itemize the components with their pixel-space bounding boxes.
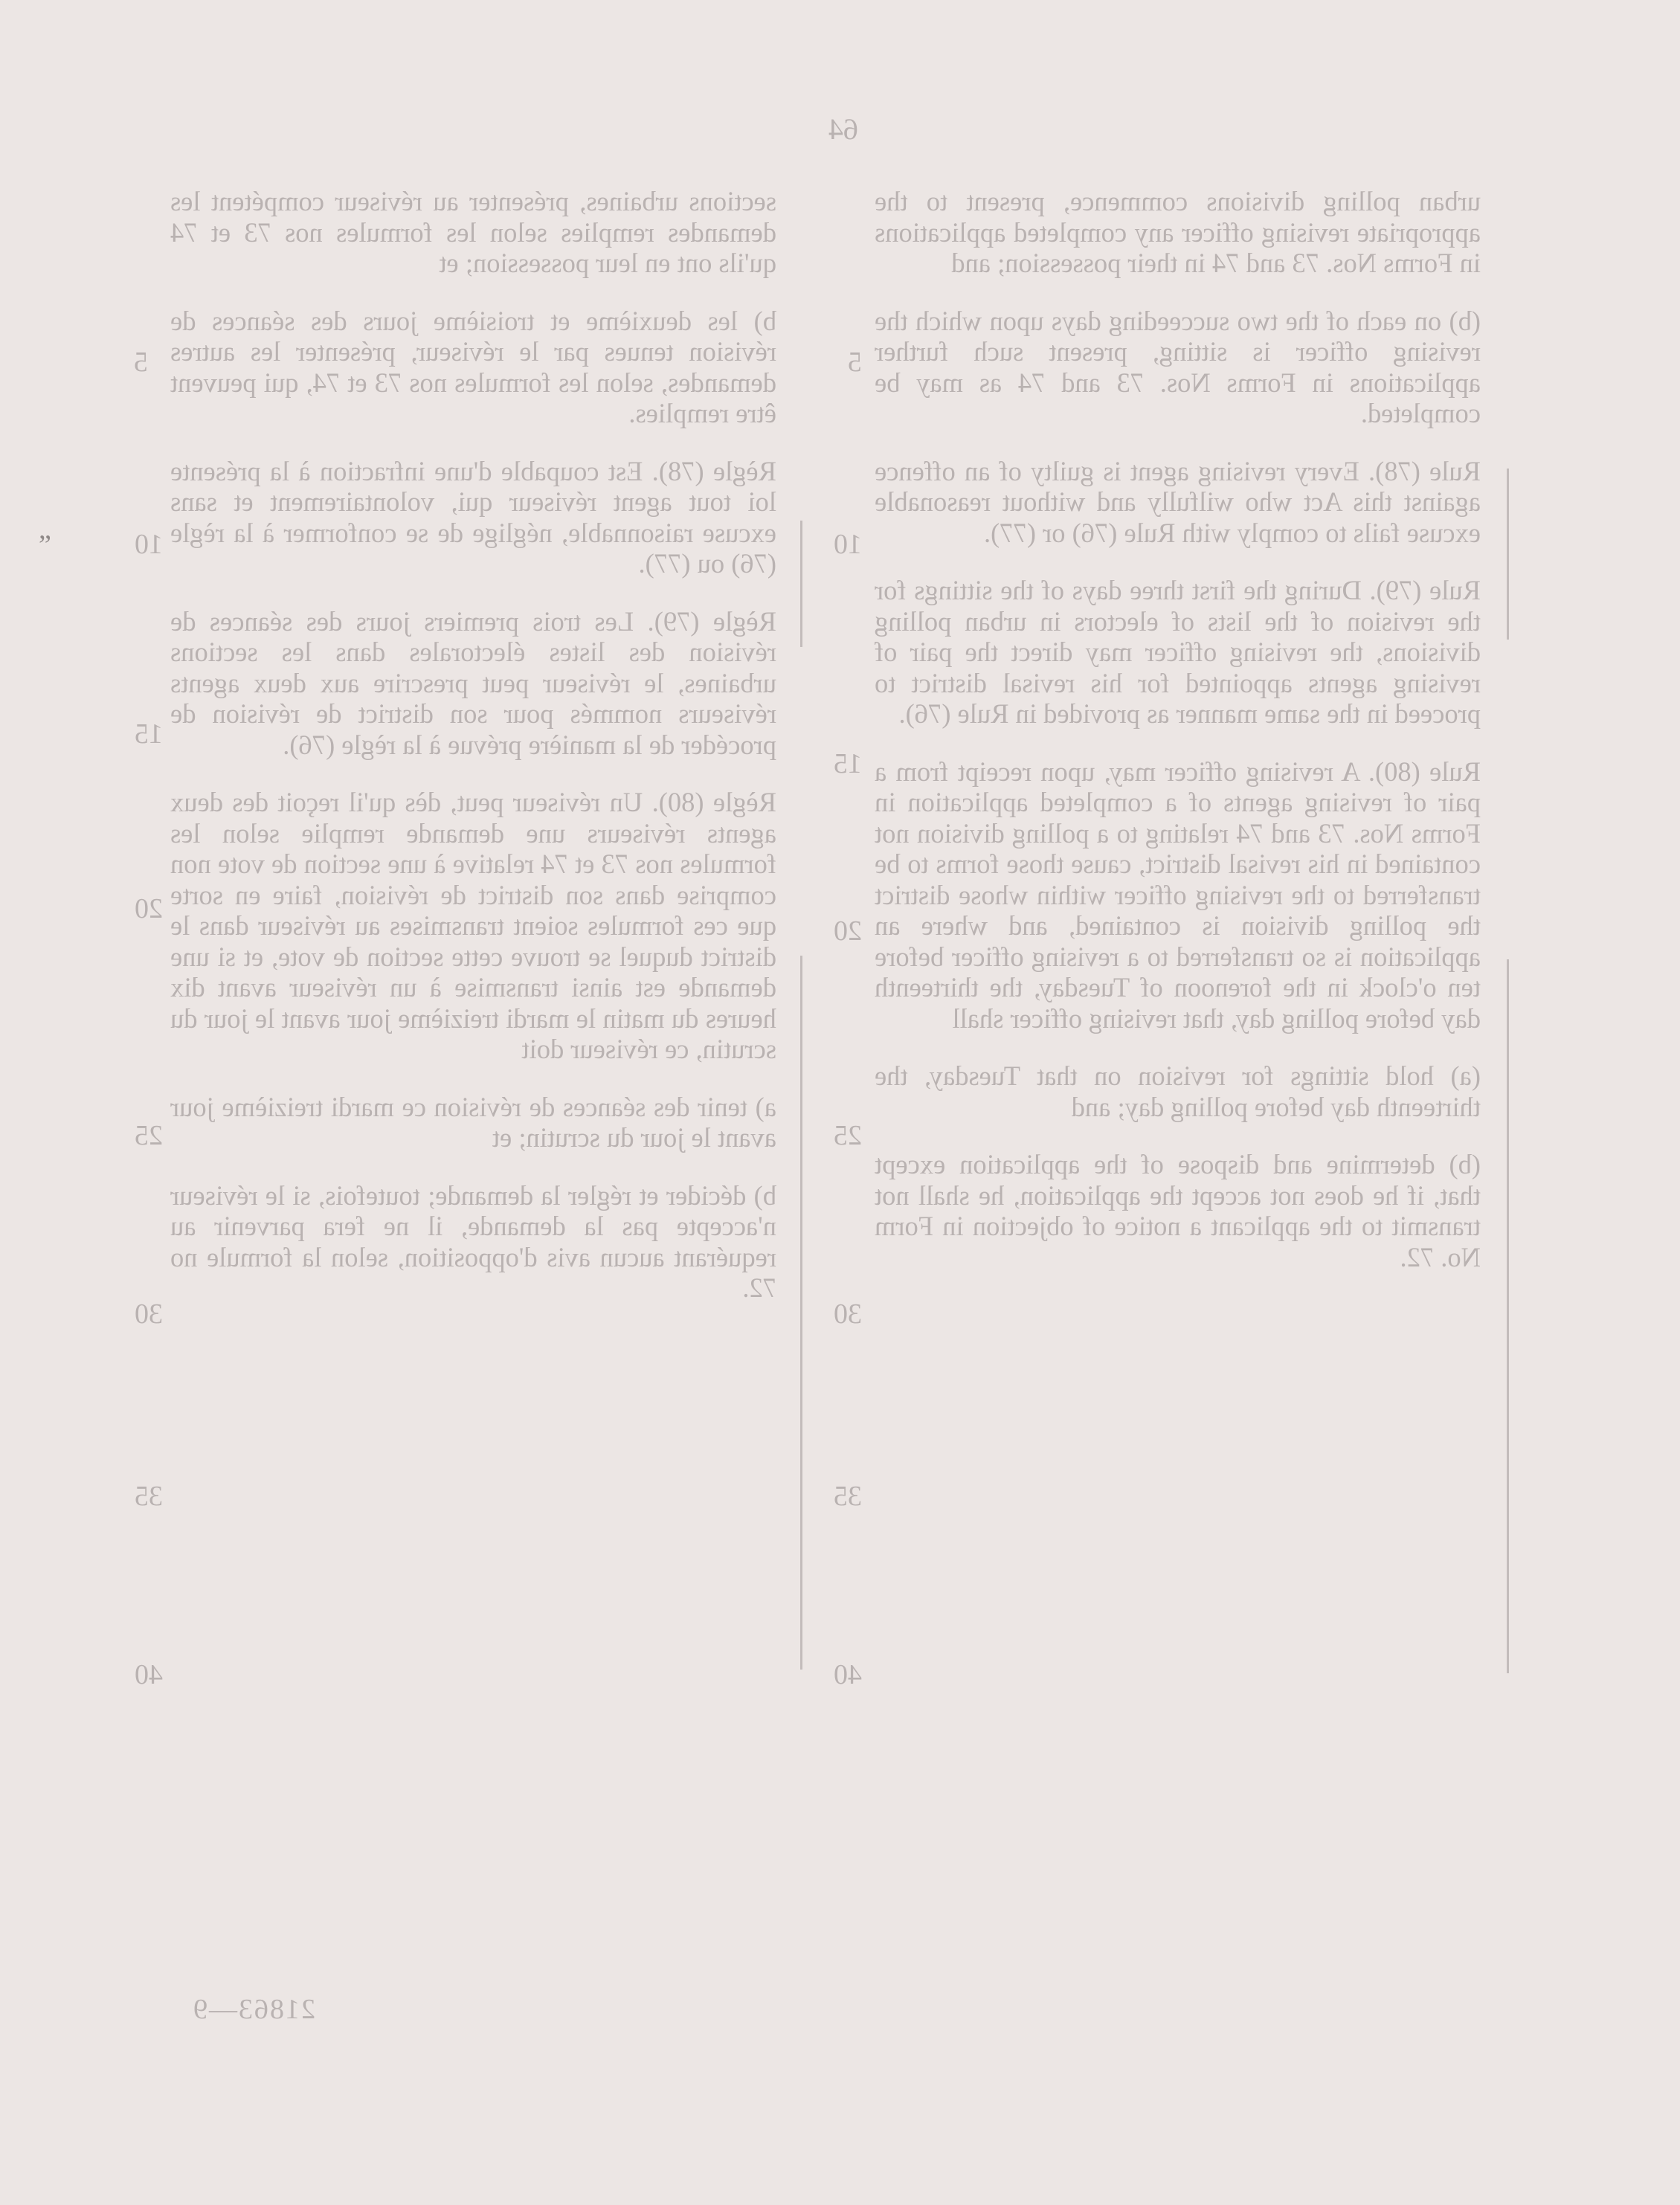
- footer-code: 21863—9: [192, 1994, 315, 2025]
- margin-bar: [1507, 469, 1509, 640]
- english-paragraph: Rule (79). During the first three days of the sittings for the revision of the lists of electors in urban polling divisions, the revising officer may direct the pair of revising agents appointed for his revisal district to proceed in the same manner as provided in Rule (76).: [875, 575, 1481, 729]
- english-paragraph: Rule (78). Every revising agent is guilty of an offence against this Act who wilfully and without reasonable excuse fails to comply with Rule (76) or (77).: [875, 455, 1481, 548]
- edge-mark: „: [39, 514, 51, 545]
- french-column: [170, 186, 776, 1330]
- margin-bar: [800, 521, 802, 647]
- french-paragraph: Règle (78). Est coupable d'une infraction à la présente loi tout agent réviseur qui, volontairement et sans excuse raisonnable, néglige de se conformer à la règle (76) ou (77).: [170, 455, 776, 579]
- french-paragraph: sections urbaines, présenter au réviseur compétent les demandes remplies selon les formules nos 73 et 74 qu'ils ont en leur possession; et: [170, 186, 776, 278]
- line-number: 5: [134, 347, 148, 378]
- english-paragraph: Rule (80). A revising officer may, upon receipt from a pair of revising agents of a completed application in Forms Nos. 73 and 74 relating to a polling division not contained in his revisal district, cause those forms to be transferred to the revising officer within whose district the polling division is contained, and where an application is so transferred to a revising officer before ten o'clock in the forenoon of Tuesday, the thirteenth day before polling day, that revising officer shall: [875, 756, 1481, 1034]
- french-paragraph: b) les deuxième et troisième jours des séances de révision tenues par le réviseur, présenter les autres demandes, selon les formules nos 73 et 74, qui peuvent être remplies.: [170, 305, 776, 428]
- line-number: 20: [135, 893, 163, 924]
- line-number: 35: [834, 1481, 862, 1512]
- line-number: 10: [135, 529, 163, 560]
- line-number: 5: [848, 347, 862, 378]
- line-number: 15: [834, 748, 862, 779]
- line-number: 10: [834, 529, 862, 560]
- english-paragraph: (a) hold sittings for revision on that Tuesday, the thirteenth day before polling day; and: [875, 1060, 1481, 1122]
- line-number: 15: [135, 718, 163, 750]
- page-number: 64: [828, 112, 858, 146]
- line-number: 30: [834, 1298, 862, 1330]
- line-number: 25: [135, 1120, 163, 1151]
- line-number: 40: [135, 1659, 163, 1690]
- french-paragraph: b) décider et régler la demande; toutefois, si le réviseur n'accepte pas la demande, il ne fera parvenir au requérant aucun avis d'opposition, selon la formule no 72.: [170, 1179, 776, 1303]
- english-paragraph: (b) determine and dispose of the application except that, if he does not accept the application, he shall not transmit to the applicant a notice of objection in Form No. 72.: [875, 1149, 1481, 1272]
- line-number: 40: [834, 1659, 862, 1690]
- line-number: 35: [135, 1481, 163, 1512]
- french-paragraph: Règle (79). Les trois premiers jours des séances de révision des listes électorales dans les sections urbaines, le réviseur peut prescrire aux deux agents réviseurs nommés pour son district de révision de procéder de la manière prévue à la règle (76).: [170, 605, 776, 760]
- margin-bar: [1507, 959, 1509, 1673]
- english-column: [875, 186, 1481, 1299]
- french-paragraph: a) tenir des séances de révision ce mardi treizième jour avant le jour du scrutin; et: [170, 1091, 776, 1153]
- english-paragraph: (b) on each of the two succeeding days upon which the revising officer is sitting, present such further applications in Forms Nos. 73 and 74 as may be completed.: [875, 305, 1481, 428]
- english-paragraph: urban polling divisions commence, present to the appropriate revising officer any completed applications in Forms Nos. 73 and 74 in their possession; and: [875, 186, 1481, 278]
- line-number: 25: [834, 1120, 862, 1151]
- margin-bar: [800, 956, 802, 1670]
- french-paragraph: Règle (80). Un réviseur peut, dès qu'il reçoit des deux agents réviseurs une demande remplie selon les formules nos 73 et 74 relative à une section de vote non comprise dans son district de révision, faire en sorte que ces formules soient transmises au réviseur dans le district duquel se trouve cette section de vote, et si une demande est ainsi transmise à un réviseur avant dix heures du matin le mardi treizième jour avant le jour du scrutin, ce réviseur doit: [170, 787, 776, 1064]
- line-number: 20: [834, 915, 862, 947]
- line-number: 30: [135, 1298, 163, 1330]
